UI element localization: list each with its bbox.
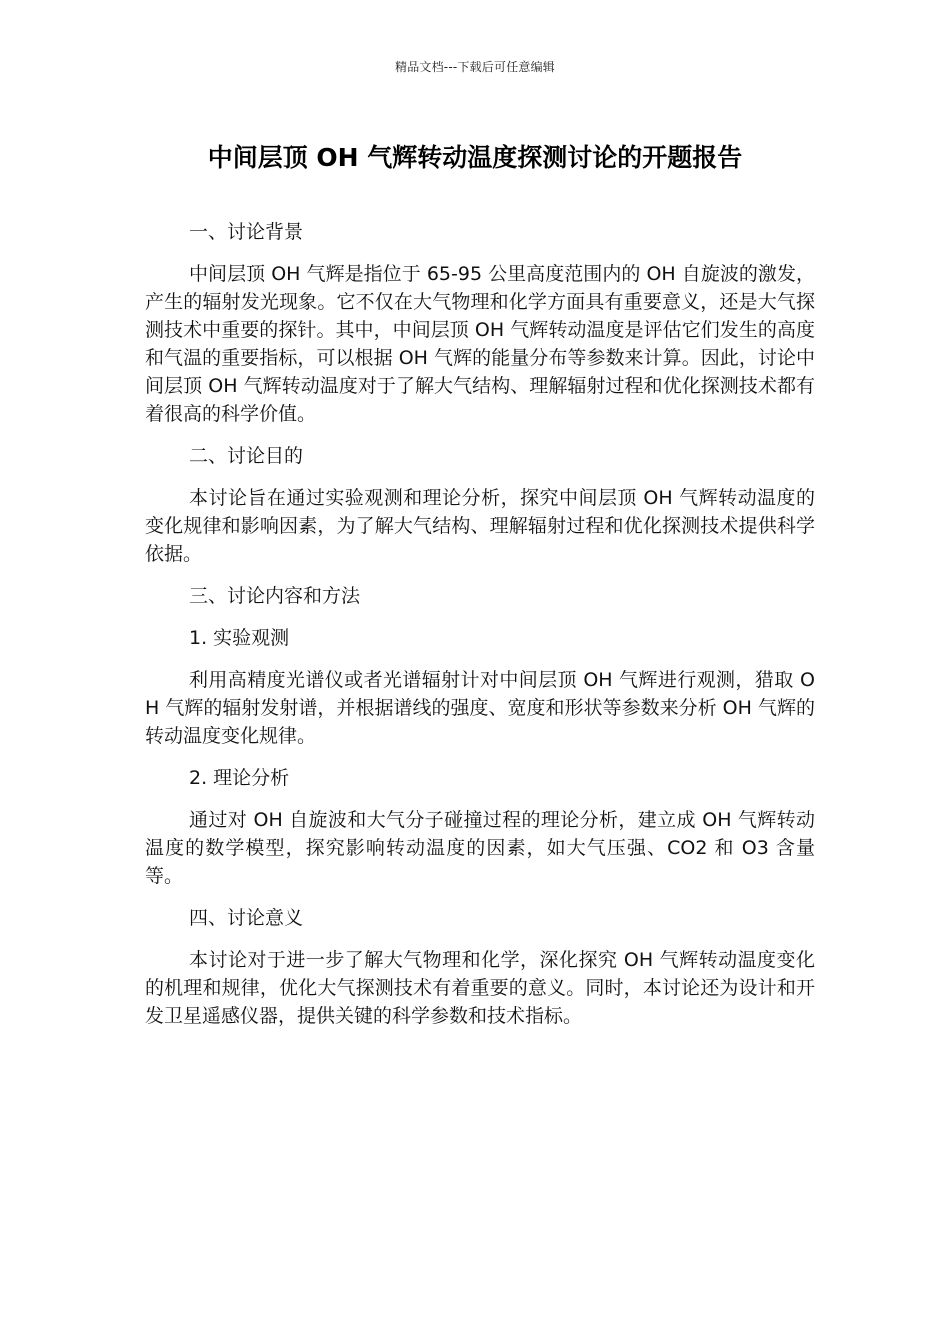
page-header: 精品文档---下载后可任意编辑 [395,60,555,74]
paragraph-observation: 利用高精度光谱仪或者光谱辐射计对中间层顶 OH 气辉进行观测，猎取 OH 气辉的辐射发射谱，并根据谱线的强度、宽度和形状等参数来分析 OH 气辉的转动温度变化规律。 [145,669,815,747]
section-heading-background: 一、讨论背景 [189,221,304,243]
document-title: 中间层顶 OH 气辉转动温度探测讨论的开题报告 [207,143,743,172]
section-heading-purpose: 二、讨论目的 [189,445,304,467]
paragraph-significance: 本讨论对于进一步了解大气物理和化学，深化探究 OH 气辉转动温度变化的机理和规律，优化大气探测技术有着重要的意义。同时，本讨论还为设计和开发卫星遥感仪器，提供关键的科学参数和技术指标。 [145,949,815,1027]
document-body [145,218,815,1044]
subsection-heading-theory: 2. 理论分析 [189,767,290,789]
paragraph-background: 中间层顶 OH 气辉是指位于 65-95 公里高度范围内的 OH 自旋波的激发，产生的辐射发光现象。它不仅在大气物理和化学方面具有重要意义，还是大气探测技术中重要的探针。其中，中间层顶 OH 气辉转动温度是评估它们发生的高度和气温的重要指标，可以根据 OH 气辉的能量分布等参数来计算。因此，讨论中间层顶 OH 气辉转动温度对于了解大气结构、理解辐射过程和优化探测技术都有着很高的科学价值。 [145,263,815,425]
subsection-heading-observation: 1. 实验观测 [189,627,290,649]
paragraph-theory: 通过对 OH 自旋波和大气分子碰撞过程的理论分析，建立成 OH 气辉转动温度的数学模型，探究影响转动温度的因素，如大气压强、CO2 和 O3 含量等。 [145,809,815,887]
section-heading-methods: 三、讨论内容和方法 [189,585,361,607]
section-heading-significance: 四、讨论意义 [189,907,304,929]
paragraph-purpose: 本讨论旨在通过实验观测和理论分析，探究中间层顶 OH 气辉转动温度的变化规律和影响因素，为了解大气结构、理解辐射过程和优化探测技术提供科学依据。 [145,487,815,565]
